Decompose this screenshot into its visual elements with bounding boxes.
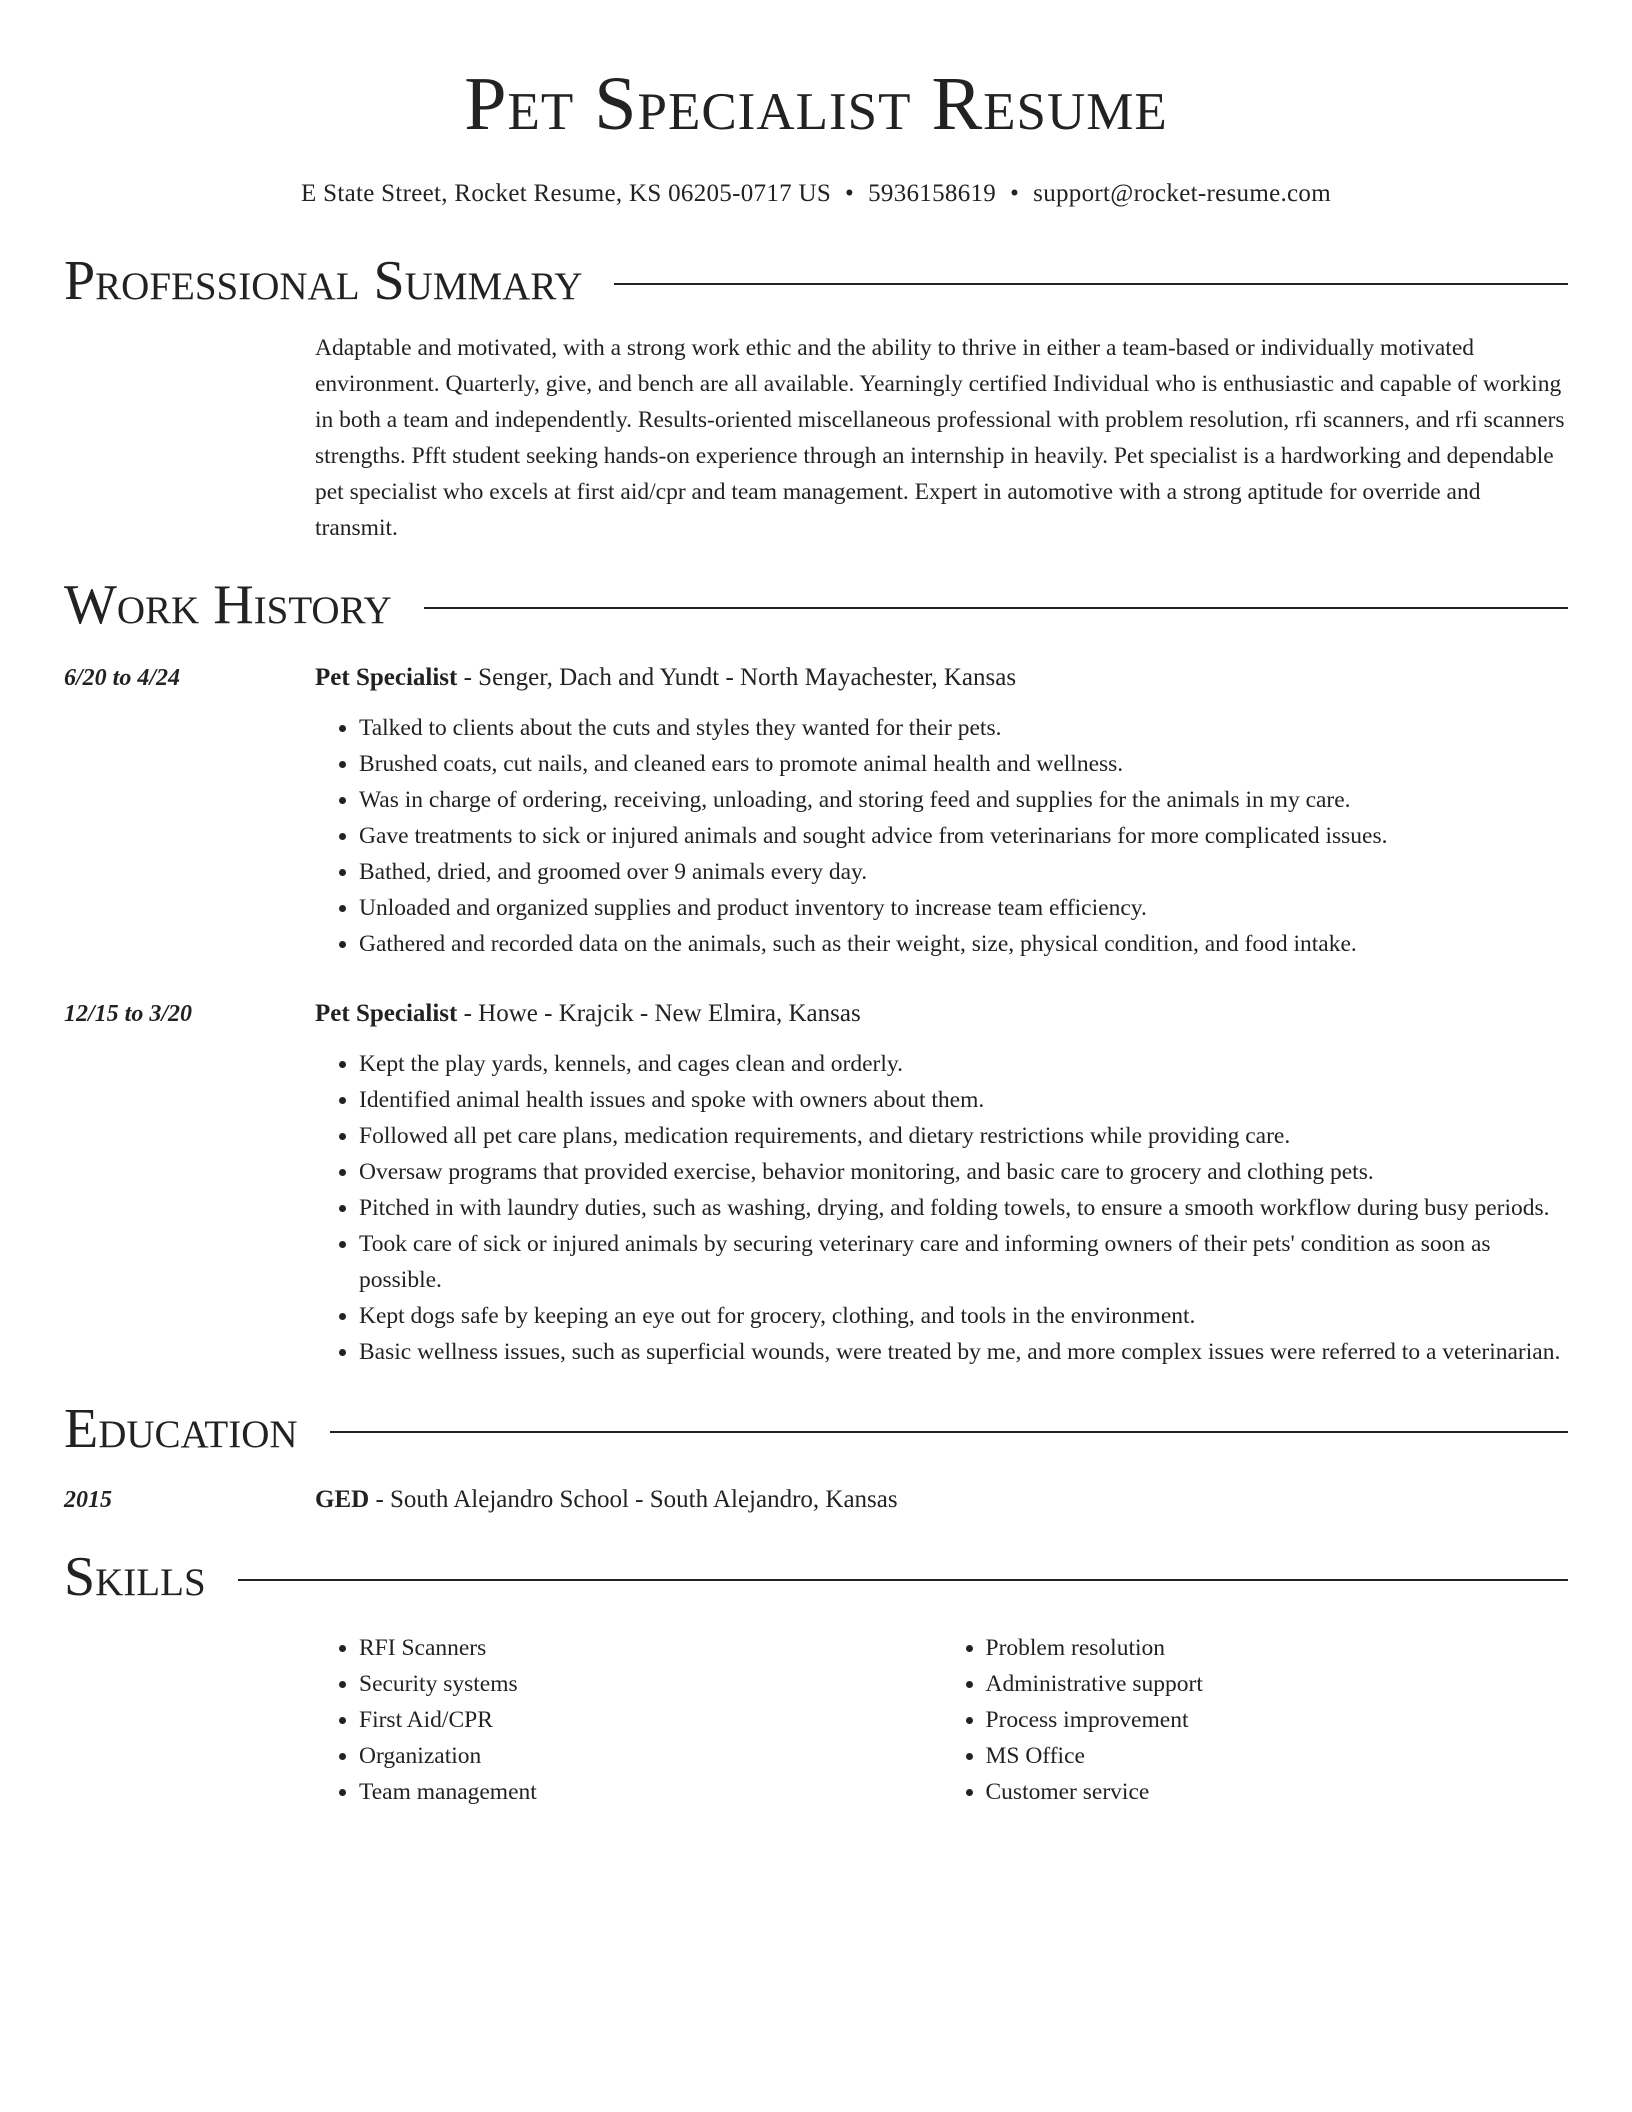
skills-list-left [315, 1630, 942, 1810]
section-heading [64, 570, 1568, 640]
job-bullets [315, 1046, 1568, 1370]
job-title: Pet Specialist [315, 1000, 458, 1027]
list-item: • Identified animal health issues and spoke with owners about them. [359, 1082, 1568, 1118]
skills-heading: Skills [64, 1546, 206, 1608]
skill-item: • First Aid/CPR [359, 1702, 942, 1738]
job-details [315, 996, 1568, 1370]
list-item: • Oversaw programs that provided exercise, behavior monitoring, and basic care to grocery and clothing pets. [359, 1154, 1568, 1190]
left-gutter [64, 1630, 315, 1810]
list-item: • Gave treatments to sick or injured animals and sought advice from veterinarians for more complicated issues. [359, 818, 1568, 854]
contact-line [64, 180, 1568, 208]
left-gutter [64, 330, 315, 546]
separator-dot: • [1010, 180, 1020, 207]
job-entry [64, 660, 1568, 962]
section-rule [614, 283, 1568, 285]
skill-item: • Team management [359, 1774, 942, 1810]
list-item: • Talked to clients about the cuts and styles they wanted for their pets. [359, 710, 1568, 746]
list-item: • Bathed, dried, and groomed over 9 animals every day. [359, 854, 1568, 890]
job-details [315, 660, 1568, 962]
skill-item: • Process improvement [986, 1702, 1569, 1738]
section-rule [330, 1431, 1568, 1433]
job-title-line [315, 660, 1568, 696]
education-details [315, 1482, 1568, 1518]
education-section [64, 1394, 1568, 1518]
summary-heading: Professional Summary [64, 250, 583, 312]
section-heading [64, 246, 1568, 316]
summary-text: Adaptable and motivated, with a strong work ethic and the ability to thrive in either a team-based or individually motivated environment. Quarterly, give, and bench are all available. Yearningly certified Individual who is enthusiastic and capable of working in both a team and independently. Results-oriented miscellaneous professional with problem resolution, rfi scanners, and rfi scanners strengths. Pfft student seeking hands-on experience through an internship in heavily. Pet specialist is a hardworking and dependable pet specialist who excels at first aid/cpr and team management. Expert in automotive with a strong aptitude for override and transmit. [315, 335, 1565, 541]
skills-columns [315, 1630, 1568, 1810]
list-item: • Was in charge of ordering, receiving, unloading, and storing feed and supplies for the animals in my care. [359, 782, 1568, 818]
job-dates: 12/15 to 3/20 [64, 1001, 193, 1027]
education-heading: Education [64, 1398, 298, 1460]
skill-item: • Security systems [359, 1666, 942, 1702]
skill-item: • Administrative support [986, 1666, 1569, 1702]
work-section [64, 570, 1568, 1370]
education-entry [64, 1482, 1568, 1518]
skills-body [64, 1630, 1568, 1810]
degree: GED [315, 1486, 370, 1513]
list-item: • Followed all pet care plans, medication requirements, and dietary restrictions while providing care. [359, 1118, 1568, 1154]
list-item: • Basic wellness issues, such as superficial wounds, were treated by me, and more complex issues were referred to a veterinarian. [359, 1334, 1568, 1370]
list-item: • Gathered and recorded data on the animals, such as their weight, size, physical condition, and food intake. [359, 926, 1568, 962]
address: E State Street, Rocket Resume, KS 06205-0717 US [301, 180, 832, 207]
skill-item: • Problem resolution [986, 1630, 1569, 1666]
phone: 5936158619 [868, 180, 997, 207]
summary-col [315, 330, 1568, 546]
skill-item: • MS Office [986, 1738, 1569, 1774]
skill-item: • Organization [359, 1738, 942, 1774]
list-item: • Brushed coats, cut nails, and cleaned ears to promote animal health and wellness. [359, 746, 1568, 782]
list-item: • Pitched in with laundry duties, such as washing, drying, and folding towels, to ensure a smooth workflow during busy periods. [359, 1190, 1568, 1226]
skill-item: • Customer service [986, 1774, 1569, 1810]
section-heading [64, 1394, 1568, 1464]
summary-body [64, 330, 1568, 546]
separator-dot: • [845, 180, 855, 207]
email: support@rocket-resume.com [1033, 180, 1331, 207]
education-line [315, 1482, 1568, 1518]
job-title: Pet Specialist [315, 664, 458, 691]
job-dates: 6/20 to 4/24 [64, 665, 181, 691]
job-entry [64, 996, 1568, 1370]
job-employer: - Senger, Dach and Yundt - North Mayachester, Kansas [457, 664, 1017, 691]
job-employer: - Howe - Krajcik - New Elmira, Kansas [457, 1000, 861, 1027]
section-rule [238, 1579, 1568, 1581]
summary-section [64, 246, 1568, 546]
section-rule [424, 607, 1568, 609]
work-heading: Work History [64, 574, 392, 636]
skills-list-right [942, 1630, 1569, 1810]
page-title: Pet Specialist Resume [464, 62, 1168, 146]
list-item: • Kept the play yards, kennels, and cages clean and orderly. [359, 1046, 1568, 1082]
skill-item: • RFI Scanners [359, 1630, 942, 1666]
skills-section [64, 1542, 1568, 1810]
job-bullets [315, 710, 1568, 962]
education-year: 2015 [64, 1487, 112, 1513]
job-title-line [315, 996, 1568, 1032]
list-item: • Took care of sick or injured animals by securing veterinary care and informing owners of their pets' condition as soon as possible. [359, 1226, 1568, 1298]
list-item: • Kept dogs safe by keeping an eye out for grocery, clothing, and tools in the environment. [359, 1298, 1568, 1334]
school: - South Alejandro School - South Alejandro, Kansas [369, 1486, 898, 1513]
list-item: • Unloaded and organized supplies and product inventory to increase team efficiency. [359, 890, 1568, 926]
section-heading [64, 1542, 1568, 1612]
